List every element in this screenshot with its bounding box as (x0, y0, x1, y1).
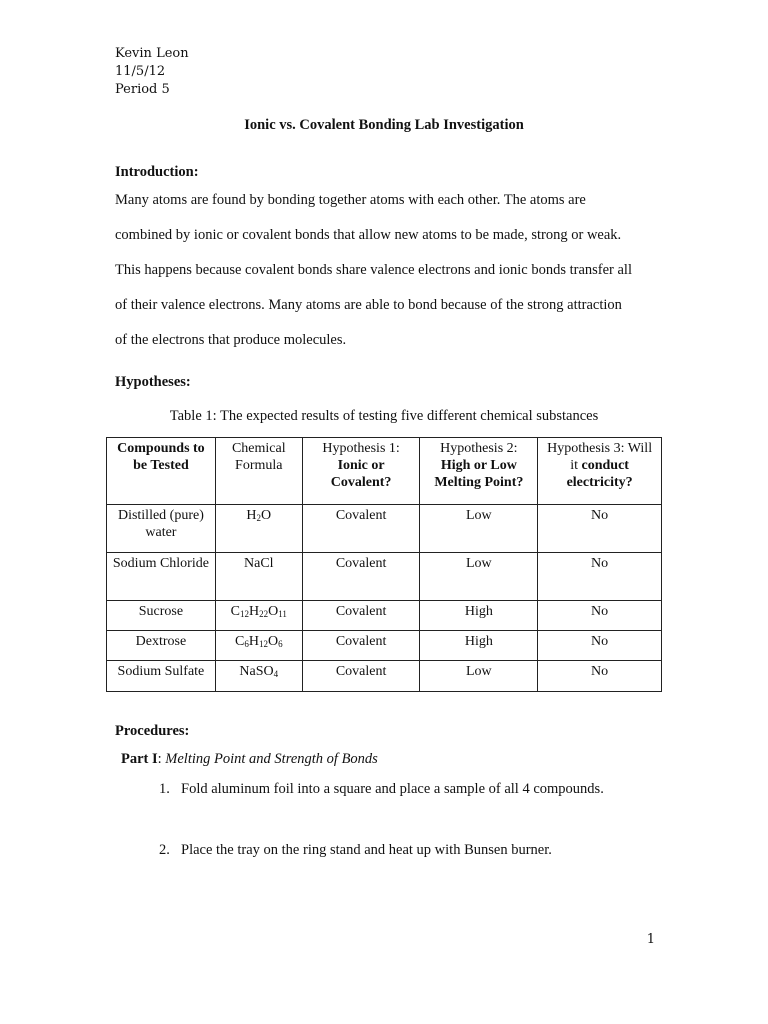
formula-cell (215, 661, 302, 692)
header-text-bold: High or Low Melting Point? (434, 458, 524, 490)
header-text: Hypothesis 3: Will it (547, 441, 653, 473)
intro-line: Many atoms are found by bonding together atoms with each other. The atoms are (115, 192, 586, 208)
table-caption: Table 1: The expected results of testing five different chemical substances (169, 408, 599, 424)
formula-part: 11 (278, 609, 287, 619)
step-text: Place the tray on the ring stand and heat up with Bunsen burner. (181, 842, 552, 858)
header-formula: Chemical Formula (215, 438, 302, 505)
hypothesis-3-cell: No (538, 505, 662, 553)
procedure-step (159, 842, 552, 859)
formula-part: 6 (244, 639, 249, 649)
formula-part: 12 (239, 609, 249, 619)
hypothesis-3-cell: No (538, 553, 662, 601)
hypothesis-2-cell: High (420, 631, 538, 661)
formula-part: C (230, 604, 240, 619)
formula-part: H (248, 634, 259, 649)
hypothesis-1-cell: Covalent (302, 553, 420, 601)
part-label: Part I (121, 751, 158, 767)
formula-cell (215, 631, 302, 661)
formula-cell (215, 553, 302, 601)
table-row (107, 631, 662, 661)
formula-part: H (246, 508, 257, 523)
hypothesis-3-cell: No (538, 601, 662, 631)
hypothesis-3-cell: No (538, 661, 662, 692)
procedures-heading: Procedures: (115, 723, 190, 739)
hypothesis-1-cell: Covalent (302, 661, 420, 692)
formula-part: 22 (259, 609, 269, 619)
table-row (107, 601, 662, 631)
table-row (107, 553, 662, 601)
hypothesis-2-cell: Low (420, 553, 538, 601)
hypotheses-table (106, 437, 662, 692)
formula-part: 4 (273, 669, 279, 679)
author-header (115, 45, 189, 99)
hypotheses-heading: Hypotheses: (115, 374, 191, 390)
compound-cell: Sodium Sulfate (107, 661, 216, 692)
procedure-step (159, 781, 604, 798)
compound-cell: Distilled (pure) water (107, 505, 216, 553)
table-row (107, 505, 662, 553)
compound-cell: Dextrose (107, 631, 216, 661)
header-text-bold: Ionic or Covalent? (330, 458, 392, 490)
author-name: Kevin Leon (115, 46, 189, 61)
date: 11/5/12 (115, 64, 166, 79)
table-row (107, 661, 662, 692)
hypothesis-1-cell: Covalent (302, 601, 420, 631)
step-number: 2. (159, 842, 170, 858)
formula-cell (215, 601, 302, 631)
hypothesis-1-cell: Covalent (302, 505, 420, 553)
part-title: Melting Point and Strength of Bonds (165, 751, 378, 767)
hypothesis-2-cell: Low (420, 505, 538, 553)
introduction-heading: Introduction: (115, 164, 199, 180)
document-title: Ionic vs. Covalent Bonding Lab Investigation (244, 117, 524, 133)
header-hypothesis-2 (420, 438, 538, 505)
formula-cell (215, 505, 302, 553)
formula-part: 2 (256, 513, 262, 523)
compound-cell: Sucrose (107, 601, 216, 631)
intro-line: of their valence electrons. Many atoms are able to bond because of the strong attraction (115, 297, 622, 313)
step-number: 1. (159, 781, 170, 797)
formula-part: NaSO (239, 664, 274, 679)
table-header-row (107, 438, 662, 505)
class-period: Period 5 (115, 82, 170, 97)
formula-part: 12 (258, 639, 268, 649)
header-hypothesis-3 (538, 438, 662, 505)
header-compounds: Compounds to be Tested (107, 438, 216, 505)
hypothesis-2-cell: High (420, 601, 538, 631)
formula-part: C (234, 634, 245, 649)
formula-part: H (248, 604, 260, 619)
page-number: 1 (646, 932, 655, 947)
formula-part: 6 (278, 639, 283, 649)
intro-line: This happens because covalent bonds share valence electrons and ionic bonds transfer all (115, 262, 632, 278)
header-text: Hypothesis 1: (322, 441, 400, 456)
hypothesis-3-cell: No (538, 631, 662, 661)
part-heading: Part I: Melting Point and Strength of Bonds (121, 751, 378, 767)
header-text: Hypothesis 2: (440, 441, 518, 456)
step-text: Fold aluminum foil into a square and place a sample of all 4 compounds. (181, 781, 604, 797)
hypothesis-1-cell: Covalent (302, 631, 420, 661)
compound-cell: Sodium Chloride (107, 553, 216, 601)
formula-part: NaCl (244, 556, 274, 571)
intro-line: of the electrons that produce molecules. (115, 332, 347, 348)
formula-part: O (261, 508, 272, 523)
hypothesis-2-cell: Low (420, 661, 538, 692)
formula-part: O (267, 634, 279, 649)
header-hypothesis-1 (302, 438, 420, 505)
formula-part: O (268, 604, 279, 619)
intro-line: combined by ionic or covalent bonds that allow new atoms to be made, strong or weak. (115, 227, 622, 243)
header-text-bold: conduct electricity? (566, 458, 633, 490)
